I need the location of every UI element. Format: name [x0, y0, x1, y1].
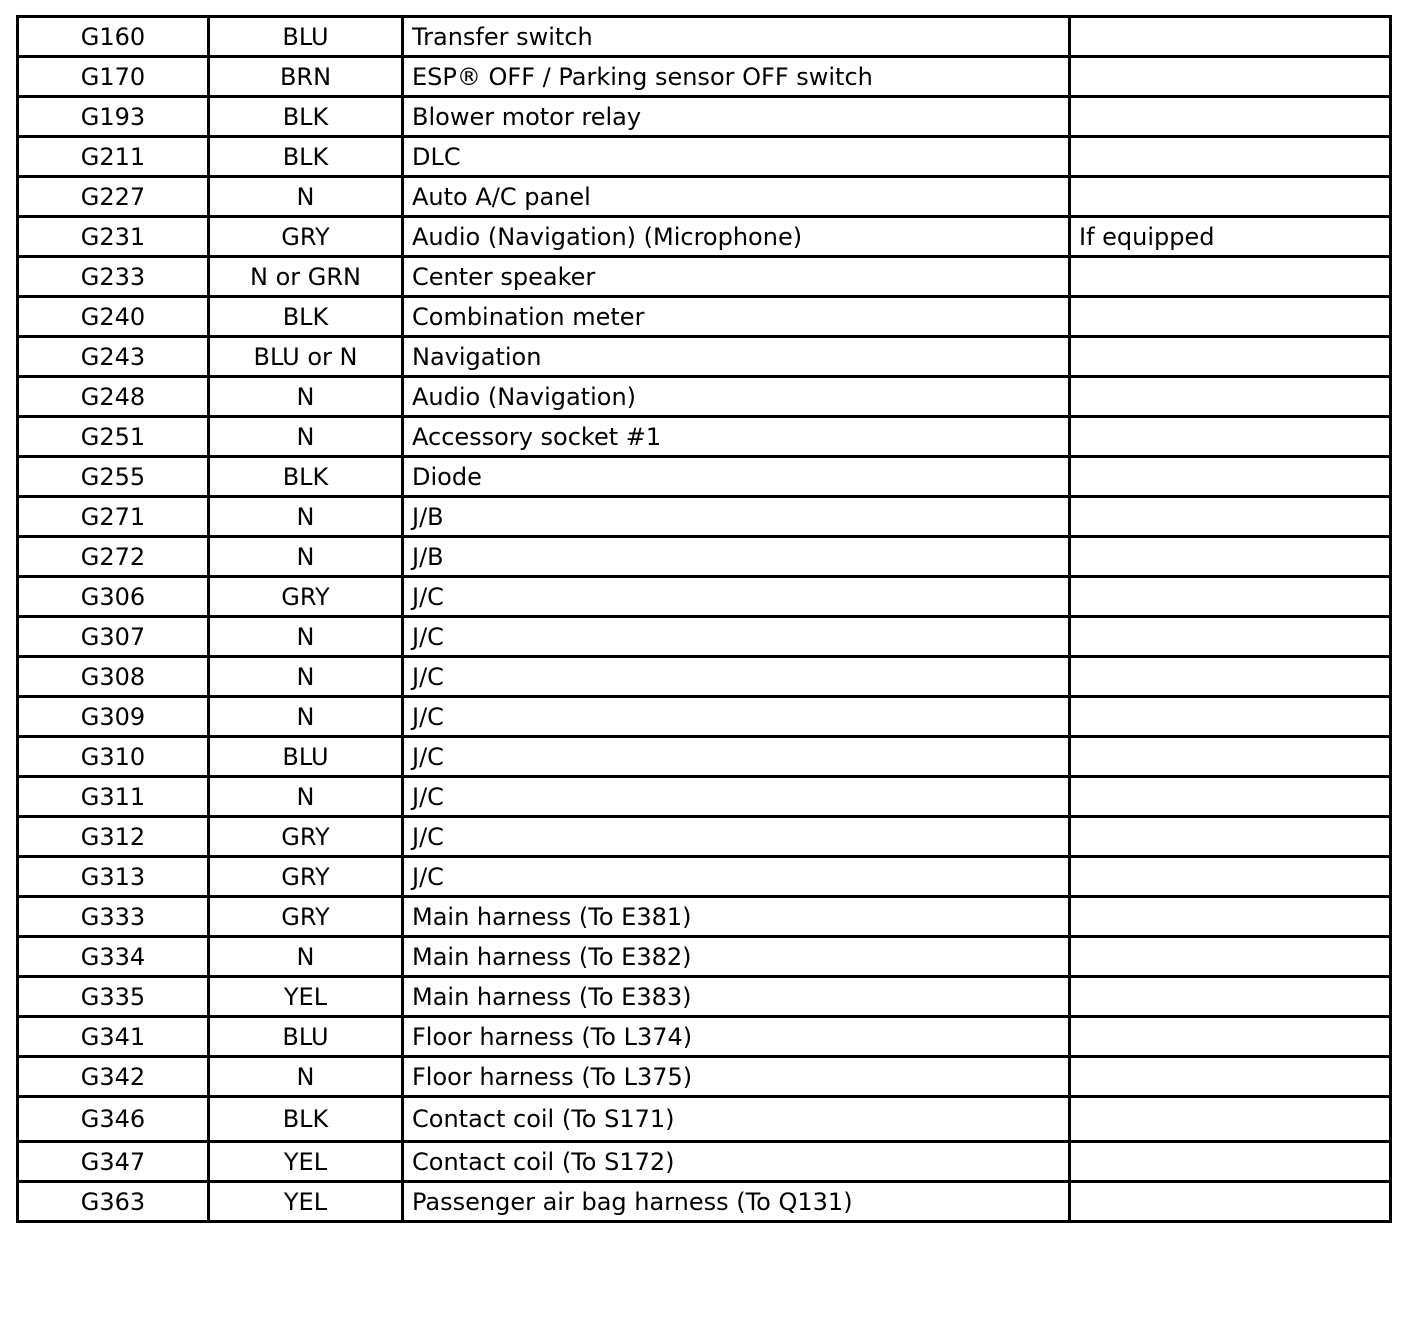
- table-row: [18, 417, 1391, 457]
- connector-color-cell: N: [209, 617, 403, 657]
- connector-location-cell: ESP® OFF / Parking sensor OFF switch: [403, 57, 1070, 97]
- table-row: [18, 777, 1391, 817]
- connector-code-cell: G211: [18, 137, 209, 177]
- connector-remark-cell: [1070, 457, 1391, 497]
- table-row: [18, 937, 1391, 977]
- connector-color-cell: N: [209, 697, 403, 737]
- table-row: [18, 1097, 1391, 1142]
- connector-code-cell: G193: [18, 97, 209, 137]
- connector-location-cell: J/B: [403, 537, 1070, 577]
- connector-color-cell: N: [209, 497, 403, 537]
- table-row: [18, 137, 1391, 177]
- connector-color-cell: BLU: [209, 737, 403, 777]
- connector-location-cell: Transfer switch: [403, 17, 1070, 57]
- table-row: [18, 1142, 1391, 1182]
- table-row: [18, 337, 1391, 377]
- table-row: [18, 1057, 1391, 1097]
- connector-code-cell: G243: [18, 337, 209, 377]
- connector-code-cell: G231: [18, 217, 209, 257]
- connector-code-cell: G251: [18, 417, 209, 457]
- connector-color-cell: YEL: [209, 1182, 403, 1222]
- connector-remark-cell: [1070, 697, 1391, 737]
- table-row: [18, 737, 1391, 777]
- connector-remark-cell: [1070, 1017, 1391, 1057]
- connector-remark-cell: [1070, 977, 1391, 1017]
- connector-location-cell: Main harness (To E382): [403, 937, 1070, 977]
- connector-location-cell: J/C: [403, 697, 1070, 737]
- connector-color-cell: N or GRN: [209, 257, 403, 297]
- connector-remark-cell: [1070, 297, 1391, 337]
- connector-code-cell: G341: [18, 1017, 209, 1057]
- connector-remark-cell: [1070, 777, 1391, 817]
- connector-remark-cell: [1070, 97, 1391, 137]
- table-row: [18, 617, 1391, 657]
- table-row: [18, 857, 1391, 897]
- connector-code-cell: G312: [18, 817, 209, 857]
- table-row: [18, 537, 1391, 577]
- connector-code-cell: G333: [18, 897, 209, 937]
- connector-location-cell: Auto A/C panel: [403, 177, 1070, 217]
- connector-color-cell: GRY: [209, 857, 403, 897]
- table-row: [18, 1182, 1391, 1222]
- table-row: [18, 497, 1391, 537]
- connector-code-cell: G346: [18, 1097, 209, 1142]
- connector-remark-cell: [1070, 657, 1391, 697]
- connector-code-cell: G310: [18, 737, 209, 777]
- connector-remark-cell: [1070, 1057, 1391, 1097]
- connector-code-cell: G308: [18, 657, 209, 697]
- table-row: [18, 697, 1391, 737]
- connector-color-cell: BLK: [209, 97, 403, 137]
- connector-location-cell: Audio (Navigation) (Microphone): [403, 217, 1070, 257]
- connector-location-cell: J/C: [403, 777, 1070, 817]
- connector-table-body: [18, 17, 1391, 1222]
- connector-location-cell: Diode: [403, 457, 1070, 497]
- connector-color-cell: GRY: [209, 817, 403, 857]
- connector-remark-cell: [1070, 577, 1391, 617]
- connector-location-cell: Center speaker: [403, 257, 1070, 297]
- connector-code-cell: G313: [18, 857, 209, 897]
- connector-remark-cell: [1070, 257, 1391, 297]
- table-row: [18, 377, 1391, 417]
- connector-code-cell: G335: [18, 977, 209, 1017]
- connector-code-cell: G227: [18, 177, 209, 217]
- connector-color-cell: N: [209, 657, 403, 697]
- connector-color-cell: YEL: [209, 977, 403, 1017]
- connector-code-cell: G307: [18, 617, 209, 657]
- connector-location-cell: Floor harness (To L375): [403, 1057, 1070, 1097]
- connector-color-cell: BLK: [209, 1097, 403, 1142]
- connector-color-cell: BLK: [209, 137, 403, 177]
- connector-code-cell: G347: [18, 1142, 209, 1182]
- connector-color-cell: BLU: [209, 17, 403, 57]
- connector-location-cell: Blower motor relay: [403, 97, 1070, 137]
- connector-location-cell: J/C: [403, 657, 1070, 697]
- connector-location-cell: J/C: [403, 577, 1070, 617]
- connector-code-cell: G306: [18, 577, 209, 617]
- connector-color-cell: N: [209, 377, 403, 417]
- connector-location-cell: J/C: [403, 857, 1070, 897]
- connector-color-cell: N: [209, 937, 403, 977]
- table-row: [18, 1017, 1391, 1057]
- connector-remark-cell: [1070, 1182, 1391, 1222]
- connector-remark-cell: [1070, 937, 1391, 977]
- connector-color-cell: BLK: [209, 297, 403, 337]
- connector-color-cell: BLK: [209, 457, 403, 497]
- connector-code-cell: G272: [18, 537, 209, 577]
- connector-location-cell: Audio (Navigation): [403, 377, 1070, 417]
- connector-color-cell: YEL: [209, 1142, 403, 1182]
- connector-color-cell: N: [209, 177, 403, 217]
- connector-remark-cell: [1070, 177, 1391, 217]
- connector-code-cell: G255: [18, 457, 209, 497]
- connector-color-cell: BRN: [209, 57, 403, 97]
- connector-remark-cell: If equipped: [1070, 217, 1391, 257]
- connector-color-cell: GRY: [209, 897, 403, 937]
- table-row: [18, 897, 1391, 937]
- connector-location-cell: Main harness (To E381): [403, 897, 1070, 937]
- connector-remark-cell: [1070, 17, 1391, 57]
- connector-location-cell: Contact coil (To S172): [403, 1142, 1070, 1182]
- connector-code-cell: G334: [18, 937, 209, 977]
- table-row: [18, 577, 1391, 617]
- connector-remark-cell: [1070, 57, 1391, 97]
- connector-location-cell: Contact coil (To S171): [403, 1097, 1070, 1142]
- connector-code-cell: G160: [18, 17, 209, 57]
- table-row: [18, 177, 1391, 217]
- connector-color-cell: GRY: [209, 217, 403, 257]
- connector-remark-cell: [1070, 1097, 1391, 1142]
- table-row: [18, 57, 1391, 97]
- connector-code-cell: G271: [18, 497, 209, 537]
- connector-location-cell: Accessory socket #1: [403, 417, 1070, 457]
- connector-color-cell: BLU: [209, 1017, 403, 1057]
- connector-location-cell: J/C: [403, 817, 1070, 857]
- connector-code-cell: G309: [18, 697, 209, 737]
- connector-remark-cell: [1070, 537, 1391, 577]
- connector-code-cell: G170: [18, 57, 209, 97]
- table-row: [18, 817, 1391, 857]
- table-row: [18, 657, 1391, 697]
- connector-location-cell: Main harness (To E383): [403, 977, 1070, 1017]
- connector-color-cell: N: [209, 537, 403, 577]
- connector-remark-cell: [1070, 337, 1391, 377]
- connector-location-cell: Passenger air bag harness (To Q131): [403, 1182, 1070, 1222]
- table-row: [18, 17, 1391, 57]
- connector-location-cell: J/C: [403, 617, 1070, 657]
- connector-location-cell: J/C: [403, 737, 1070, 777]
- connector-color-cell: BLU or N: [209, 337, 403, 377]
- connector-location-cell: Floor harness (To L374): [403, 1017, 1070, 1057]
- connector-remark-cell: [1070, 137, 1391, 177]
- connector-color-cell: N: [209, 417, 403, 457]
- table-row: [18, 217, 1391, 257]
- table-row: [18, 457, 1391, 497]
- connector-remark-cell: [1070, 377, 1391, 417]
- connector-location-cell: Combination meter: [403, 297, 1070, 337]
- table-row: [18, 257, 1391, 297]
- connector-remark-cell: [1070, 857, 1391, 897]
- connector-location-cell: Navigation: [403, 337, 1070, 377]
- connector-remark-cell: [1070, 417, 1391, 457]
- connector-remark-cell: [1070, 1142, 1391, 1182]
- connector-remark-cell: [1070, 737, 1391, 777]
- connector-code-cell: G342: [18, 1057, 209, 1097]
- connector-color-cell: N: [209, 777, 403, 817]
- connector-remark-cell: [1070, 817, 1391, 857]
- connector-color-cell: GRY: [209, 577, 403, 617]
- connector-color-cell: N: [209, 1057, 403, 1097]
- connector-location-cell: DLC: [403, 137, 1070, 177]
- table-row: [18, 977, 1391, 1017]
- connector-code-cell: G248: [18, 377, 209, 417]
- connector-remark-cell: [1070, 897, 1391, 937]
- connector-code-cell: G363: [18, 1182, 209, 1222]
- connector-remark-cell: [1070, 617, 1391, 657]
- table-row: [18, 297, 1391, 337]
- connector-table: [16, 15, 1392, 1223]
- connector-code-cell: G233: [18, 257, 209, 297]
- connector-location-cell: J/B: [403, 497, 1070, 537]
- connector-remark-cell: [1070, 497, 1391, 537]
- connector-code-cell: G240: [18, 297, 209, 337]
- table-row: [18, 97, 1391, 137]
- connector-code-cell: G311: [18, 777, 209, 817]
